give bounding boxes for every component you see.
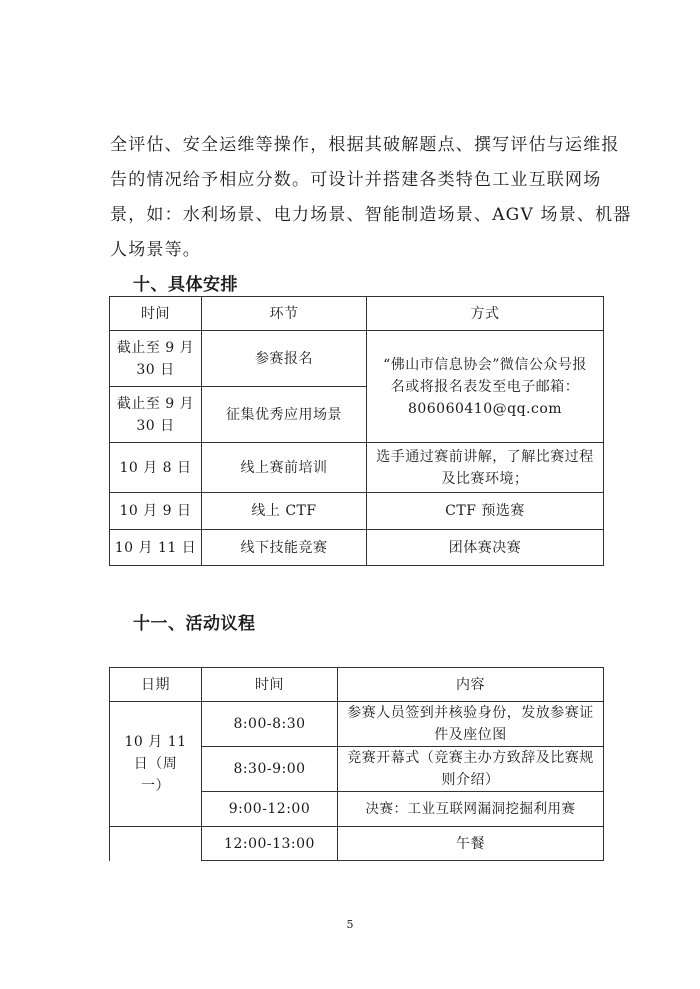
cell-content: 竞赛开幕式（竞赛主办方致辞及比赛规则介绍） bbox=[338, 747, 604, 792]
schedule-table bbox=[109, 296, 604, 566]
cell-time: 截止至 9 月 30 日 bbox=[110, 387, 202, 443]
intro-line: 景，如：水利场景、电力场景、智能制造场景、AGV 场景、机器 bbox=[110, 205, 632, 225]
page-number: 5 bbox=[346, 918, 354, 931]
cell-content: 决赛：工业互联网漏洞挖掘利用赛 bbox=[338, 792, 604, 827]
cell-time: 8:00-8:30 bbox=[202, 702, 338, 747]
header-time: 时间 bbox=[202, 668, 338, 702]
header-time: 时间 bbox=[110, 297, 202, 331]
agenda-table bbox=[109, 667, 604, 861]
table-row bbox=[110, 443, 604, 493]
table-header-row bbox=[110, 297, 604, 331]
cell-time: 10 月 9 日 bbox=[110, 493, 202, 530]
header-method: 方式 bbox=[367, 297, 604, 331]
cell-time: 截止至 9 月 30 日 bbox=[110, 331, 202, 387]
cell-date: 10 月 11 日（周一） bbox=[110, 702, 202, 827]
header-date: 日期 bbox=[110, 668, 202, 702]
intro-paragraph bbox=[110, 128, 632, 268]
cell-time: 12:00-13:00 bbox=[202, 827, 338, 861]
cell-time: 8:30-9:00 bbox=[202, 747, 338, 792]
cell-stage: 线下技能竞赛 bbox=[202, 530, 367, 566]
cell-content: 午餐 bbox=[338, 827, 604, 861]
cell-method-merged: “佛山市信息协会”微信公众号报名或将报名表发至电子邮箱：806060410@qq.com bbox=[367, 331, 604, 443]
header-content: 内容 bbox=[338, 668, 604, 702]
table-row bbox=[110, 331, 604, 387]
table-row bbox=[110, 702, 604, 747]
intro-line: 告的情况给予相应分数。可设计并搭建各类特色工业互联网场 bbox=[110, 170, 602, 190]
section-11-heading: 十一、活动议程 bbox=[133, 614, 256, 634]
cell-method: 团体赛决赛 bbox=[367, 530, 604, 566]
intro-line: 人场景等。 bbox=[110, 240, 201, 260]
cell-date-empty bbox=[110, 827, 202, 861]
table-header-row bbox=[110, 668, 604, 702]
cell-method: 选手通过赛前讲解，了解比赛过程及比赛环境； bbox=[367, 443, 604, 493]
cell-stage: 线上 CTF bbox=[202, 493, 367, 530]
cell-time: 10 月 8 日 bbox=[110, 443, 202, 493]
cell-method: CTF 预选赛 bbox=[367, 493, 604, 530]
table-row bbox=[110, 493, 604, 530]
cell-time: 10 月 11 日 bbox=[110, 530, 202, 566]
table-row bbox=[110, 530, 604, 566]
header-stage: 环节 bbox=[202, 297, 367, 331]
cell-stage: 征集优秀应用场景 bbox=[202, 387, 367, 443]
section-10-heading: 十、具体安排 bbox=[133, 275, 238, 295]
cell-content: 参赛人员签到并核验身份，发放参赛证件及座位图 bbox=[338, 702, 604, 747]
cell-stage: 线上赛前培训 bbox=[202, 443, 367, 493]
table-row bbox=[110, 827, 604, 861]
cell-time: 9:00-12:00 bbox=[202, 792, 338, 827]
cell-stage: 参赛报名 bbox=[202, 331, 367, 387]
intro-line: 全评估、安全运维等操作，根据其破解题点、撰写评估与运维报 bbox=[110, 135, 620, 155]
